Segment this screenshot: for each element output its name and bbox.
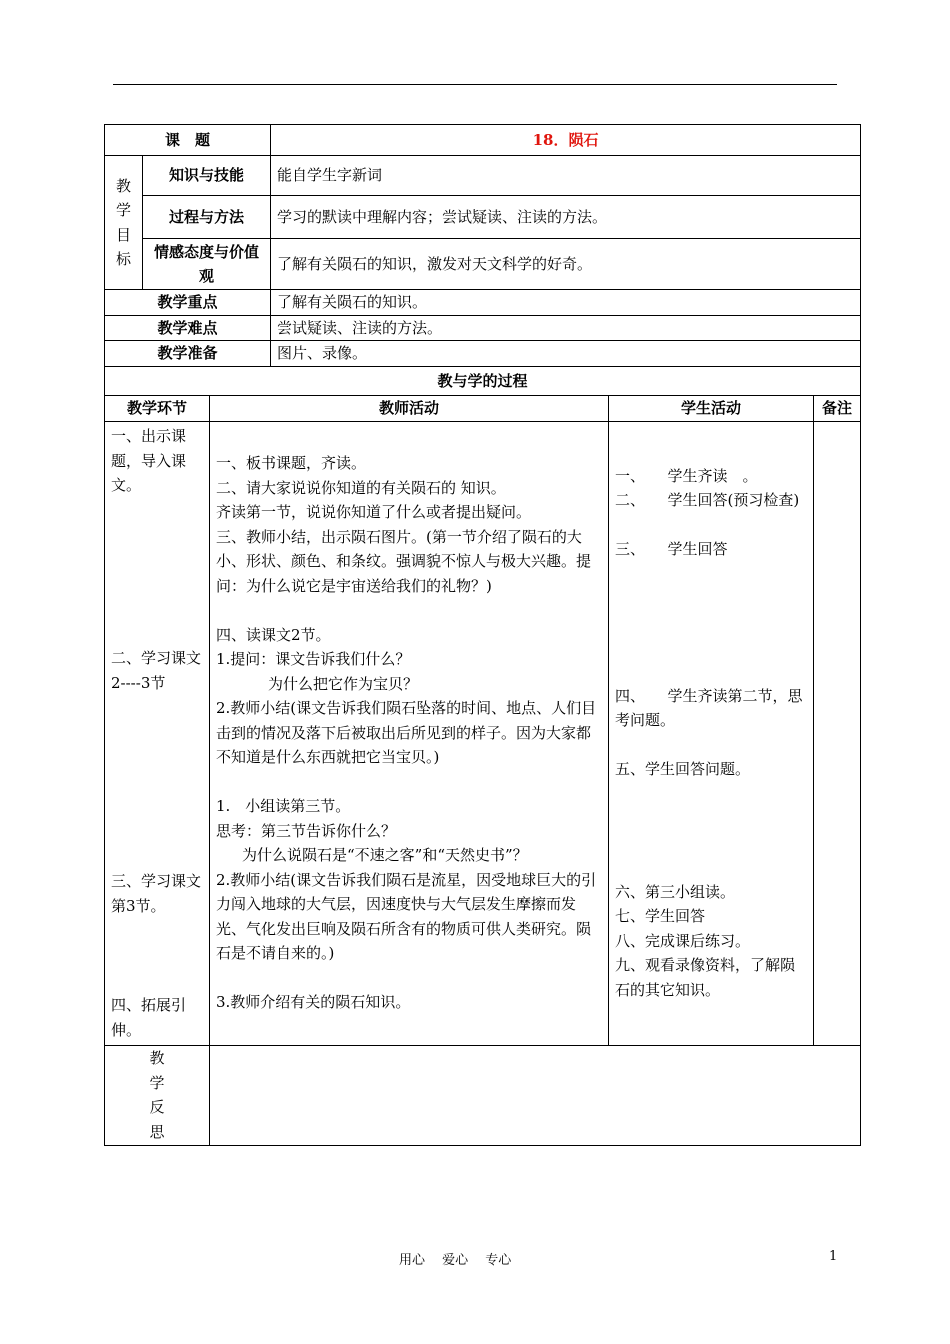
objective-label: 过程与方法: [143, 196, 271, 239]
summary-label: 教学重点: [105, 290, 271, 316]
page-number: 1: [829, 1249, 838, 1264]
teacher-activity: 为什么把它作为宝贝？: [268, 674, 419, 693]
student-activity: 一、 学生齐读 。: [615, 466, 758, 485]
topic-title: 18．陨石: [271, 125, 861, 156]
objective-label: 知识与技能: [143, 156, 271, 196]
student-activity: 五、学生回答问题。: [615, 760, 751, 779]
column-header-teacher: 教师活动: [210, 396, 609, 422]
student-activity: 六、第三小组读。: [615, 882, 736, 901]
summary-content: 图片、录像。: [271, 341, 861, 367]
column-header-notes: 备注: [814, 396, 861, 422]
process-body-row: [105, 421, 861, 1045]
objective-content: 能自学生字新词: [271, 156, 861, 196]
teacher-activity: 四、读课文2节。: [216, 625, 331, 644]
teacher-activity: 思考：第三节告诉你什么？: [216, 821, 397, 840]
reflection-label: 教 学 反 思: [105, 1045, 210, 1145]
footer-motto: 用心 爱心 专心: [399, 1253, 512, 1268]
notes-cell: [814, 421, 861, 1045]
student-activity: 九、观看录像资料，了解陨石的其它知识。: [615, 956, 796, 999]
stage-text: 三、学习课文第3节。: [111, 872, 202, 915]
student-activity: 八、完成课后练习。: [615, 931, 751, 950]
objective-label: 情感态度与价值观: [143, 239, 271, 290]
process-section-title: 教与学的过程: [105, 367, 861, 396]
objectives-group-label: 教 学 目 标: [105, 156, 143, 290]
summary-row: [105, 341, 861, 367]
summary-row: [105, 290, 861, 316]
student-activity: 二、 学生回答(预习检查): [615, 491, 800, 510]
objective-content: 学习的默读中理解内容；尝试疑读、注读的方法。: [271, 196, 861, 239]
stages-cell: [105, 421, 210, 1045]
teacher-activity: 二、请大家说说你知道的有关陨石的 知识。: [216, 478, 506, 497]
topic-label: 课 题: [105, 125, 271, 156]
teacher-activity: 一、板书课题，齐读。: [216, 454, 367, 473]
teacher-activity: 三、教师小结，出示陨石图片。(第一节介绍了陨石的大小、形状、颜色、和条纹。强调貌不惊人与极大兴趣。提问：为什么说它是宇宙送给我们的礼物？): [216, 527, 592, 595]
teacher-activity: 齐读第一节，说说你知道了什么或者提出疑问。: [216, 503, 532, 522]
student-activity: 四、 学生齐读第二节，思考问题。: [615, 686, 803, 730]
objective-row: [105, 156, 861, 196]
summary-content: 尝试疑读、注读的方法。: [271, 315, 861, 341]
stage-text: 二、学习课文 2----3节: [111, 649, 206, 692]
column-header-stage: 教学环节: [105, 396, 210, 422]
teacher-activity: 2.教师小结(课文告诉我们陨石是流星，因受地球巨大的引力闯入地球的大气层，因速度快与大气层发生摩擦而发光、气化发出巨响及陨石所含有的物质可供人类研究。陨石是不请自来的。): [216, 870, 597, 963]
column-header-student: 学生活动: [609, 396, 814, 422]
teacher-activities-cell: [210, 421, 609, 1045]
student-activity: 七、学生回答: [615, 907, 706, 926]
objective-row: [105, 196, 861, 239]
topic-row: [105, 125, 861, 156]
stage-text: 一、出示课题，导入课文。: [111, 427, 187, 494]
objective-content: 了解有关陨石的知识，激发对天文科学的好奇。: [271, 239, 861, 290]
reflection-content: [210, 1045, 861, 1145]
summary-row: [105, 315, 861, 341]
teacher-activity: 3.教师介绍有关的陨石知识。: [216, 993, 411, 1012]
student-activity: 三、 学生回答: [615, 540, 728, 559]
objective-row: [105, 239, 861, 290]
stage-text: 四、拓展引伸。: [111, 996, 187, 1039]
process-title-row: [105, 367, 861, 396]
teacher-activity: 2.教师小结(课文告诉我们陨石坠落的时间、地点、人们目击到的情况及落下后被取出后所见到的样子。因为大家都不知道是什么东西就把它当宝贝。): [216, 699, 597, 767]
teacher-activity: 为什么说陨石是“不速之客”和“天然史书”？: [242, 846, 528, 865]
teacher-activity: 1. 小组读第三节。: [216, 797, 351, 816]
lesson-plan-table: [104, 124, 861, 1146]
student-activities-cell: [609, 421, 814, 1045]
reflection-row: [105, 1045, 861, 1145]
summary-label: 教学准备: [105, 341, 271, 367]
summary-label: 教学难点: [105, 315, 271, 341]
header-rule: [113, 84, 837, 85]
teacher-activity: 1.提问：课文告诉我们什么？: [216, 650, 411, 669]
summary-content: 了解有关陨石的知识。: [271, 290, 861, 316]
process-header-row: [105, 396, 861, 422]
